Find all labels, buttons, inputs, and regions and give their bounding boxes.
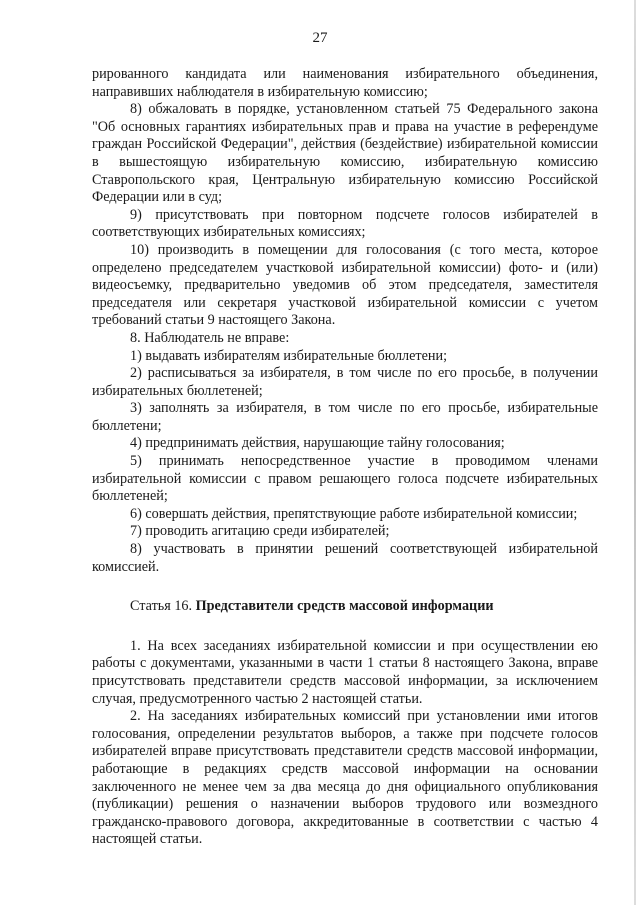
paragraph: 7) проводить агитацию среди избирателей; — [130, 523, 390, 540]
paragraph: 3) заполнять за избирателя, в том числе по его просьбе, избирательные бюллетени; — [92, 400, 598, 434]
paragraph: 8) участвовать в принятии решений соответствующей избирательной комиссией. — [92, 541, 598, 575]
paragraph: 2) расписываться за избирателя, в том числе по его просьбе, в получении избирательных бюллетеней; — [92, 365, 598, 399]
paragraph: 4) предпринимать действия, нарушающие тайну голосования; — [130, 435, 505, 452]
paragraph: рированного кандидата или наименования избирательного объединения, направивших наблюдателя в избирательную комиссию; — [92, 66, 598, 100]
paragraph: 10) производить в помещении для голосования (с того места, которое определено председателем участковой избирательной комиссии) фото- и (или) видеосъемку, предварительно уведомив об этом председателя, заместителя председателя или секретаря участковой избирательной комиссии с учетом требований статьи 9 настоящего Закона. — [92, 241, 598, 329]
paragraph: 9) присутствовать при повторном подсчете голосов избирателей в соответствующих избирательных комиссиях; — [92, 206, 598, 241]
paragraph: 2. На заседаниях избирательных комиссий при установлении ими итогов голосования, определении результатов выборов, а также при подсчете голосов избирателей вправе присутствовать представители средств массовой информации, работающие в редакциях средств массовой информации на основании заключенного не менее чем за два месяца до дня официального опубликования (публикации) решения о назначении выборов трудового или возмездного гражданско-правового договора, аккредитованные в соответствии с частью 4 настоящей статьи. — [92, 708, 598, 848]
paragraph: 8. Наблюдатель не вправе: — [130, 329, 290, 346]
article-title: Представители средств массовой информации — [195, 598, 494, 615]
article-prefix: Статья 16. — [130, 598, 193, 615]
page-number: 27 — [312, 30, 328, 46]
article-heading — [92, 598, 598, 616]
paragraph: 8) обжаловать в порядке, установленном статьей 75 Федерального закона "Об основных гарантиях избирательных прав и права на участие в референдуме граждан Российской Федерации", действия (бездействие) избирательной комиссии в вышестоящую избирательную комиссию, избирательную комиссию Ставропольского края, Центральную избирательную комиссию Российской Федерации или в суд; — [92, 101, 598, 206]
paragraph: 1) выдавать избирателям избирательные бюллетени; — [130, 347, 448, 364]
document-body — [92, 66, 598, 849]
page-edge-shadow — [634, 0, 636, 905]
paragraph: 6) совершать действия, препятствующие работе избирательной комиссии; — [130, 505, 578, 522]
paragraph: 5) принимать непосредственное участие в проводимом членами избирательной комиссии с правом решающего голоса подсчете избирательных бюллетеней; — [92, 453, 598, 505]
paragraph: 1. На всех заседаниях избирательной комиссии и при осуществлении ею работы с документами, указанными в части 1 статьи 8 настоящего Закона, вправе присутствовать представители средств массовой информации, за исключением случая, предусмотренного частью 2 настоящей статьи. — [92, 637, 598, 707]
